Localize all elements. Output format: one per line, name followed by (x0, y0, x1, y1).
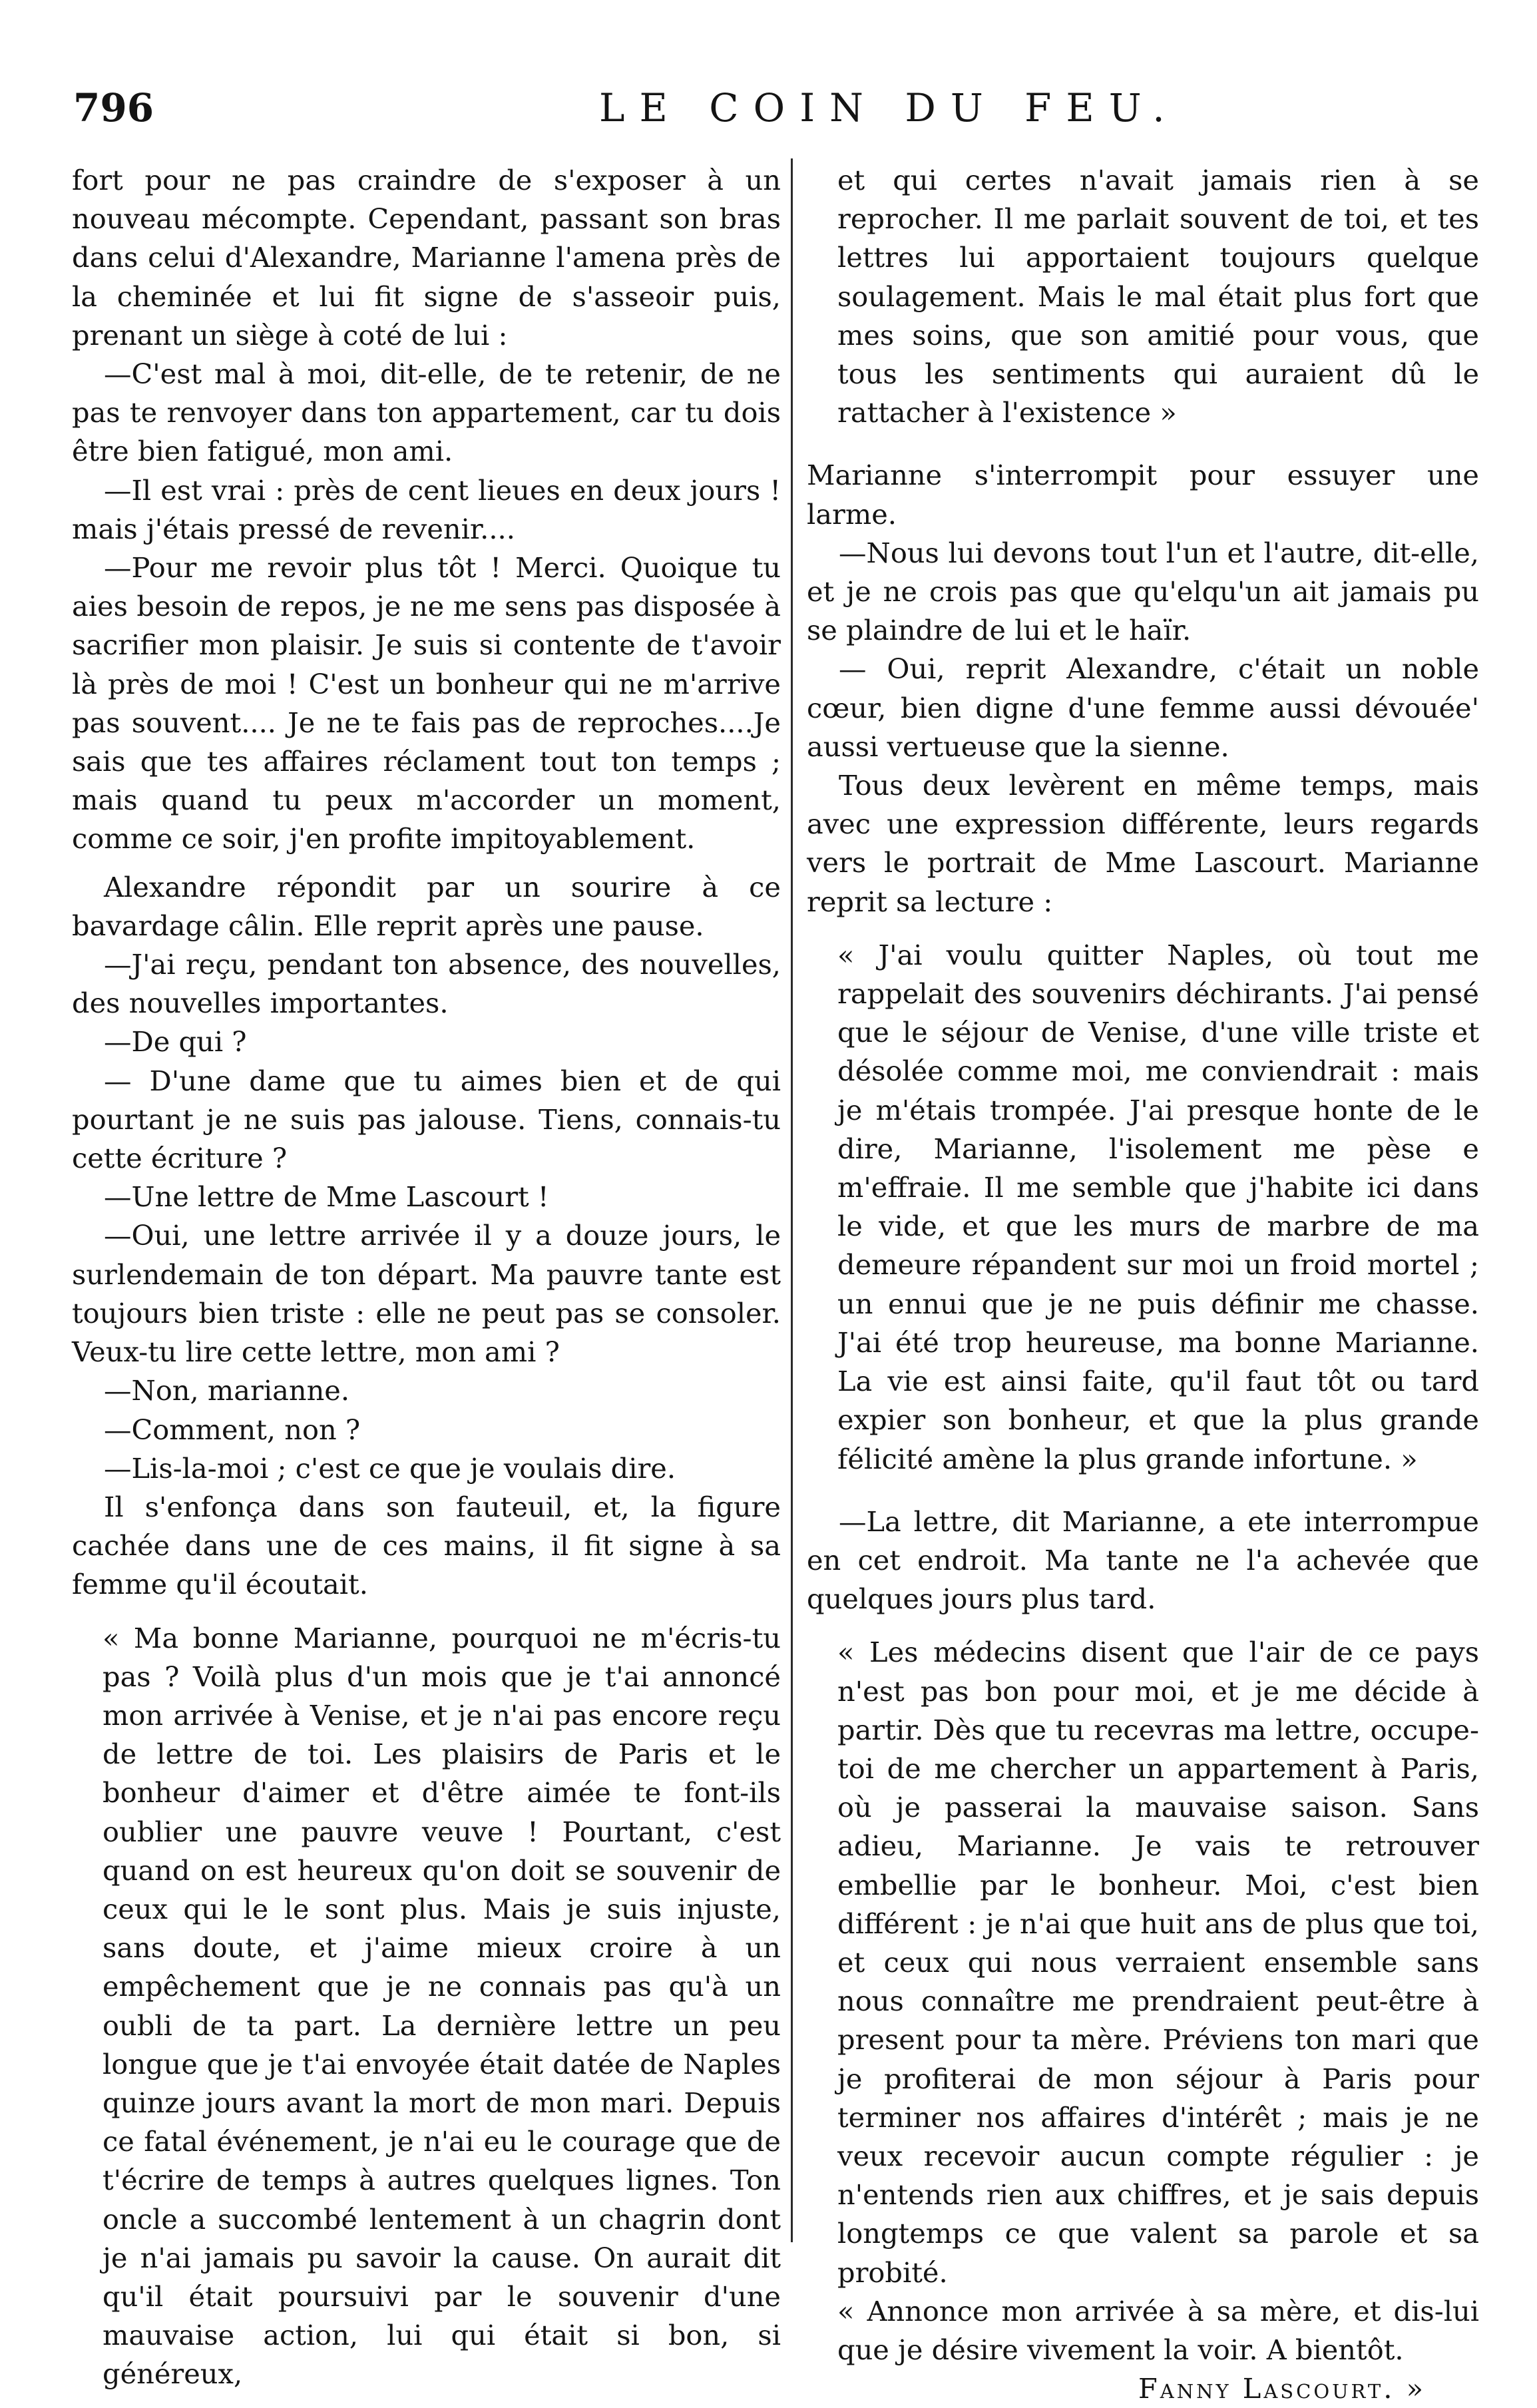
paragraph: —Nous lui devons tout l'un et l'autre, dit-elle, et je ne crois pas que qu'elqu'un ait jamais pu se plaindre de lui et le haïr. (807, 536, 1479, 647)
paragraph: —Pour me revoir plus tôt ! Merci. Quoique tu aies besoin de repos, je ne me sens pas disposée à sacrifier mon plaisir. Je suis si contente de t'avoir là près de moi ! C'est un bonheur qui ne m'arrive pas souvent.... Je ne te fais pas de reproches....Je sais que tes affaires réclament tout ton temps ; mais quand tu peux m'accorder un moment, comme ce soir, j'en profite impitoyablement. (72, 551, 781, 855)
paragraph: —La lettre, dit Marianne, a ete interrompue en cet endroit. Ma tante ne l'a achevée que quelques jours plus tard. (807, 1505, 1479, 1616)
running-title: LE COIN DU FEU. (599, 85, 1180, 130)
letter-paragraph: « Annonce mon arrivée à sa mère, et dis-lui que je désire vivement la voir. A bientôt. (837, 2294, 1479, 2366)
paragraph: Il s'enfonça dans son fauteuil, et, la figure cachée dans une de ces mains, il fit signe à sa femme qu'il écoutait. (72, 1490, 781, 1601)
paragraph: —J'ai reçu, pendant ton absence, des nouvelles, des nouvelles importantes. (72, 948, 781, 1020)
paragraph: —Non, marianne. (104, 1374, 350, 1407)
paragraph: — D'une dame que tu aimes bien et de qui pourtant je ne suis pas jalouse. Tiens, connais-tu cette écriture ? (72, 1064, 781, 1175)
paragraph: —Lis-la-moi ; c'est ce que je voulais dire. (104, 1451, 676, 1485)
paragraph: Tous deux levèrent en même temps, mais avec une expression différente, leurs regards vers le portrait de Mme Lascourt. Marianne reprit sa lecture : (807, 769, 1479, 918)
paragraph: —C'est mal à moi, dit-elle, de te retenir, de ne pas te renvoyer dans ton appartement, car tu dois être bien fatigué, mon ami. (72, 358, 781, 468)
paragraph: Alexandre répondit par un sourire à ce bavardage câlin. Elle reprit après une pause. (72, 870, 781, 942)
paragraph: — Oui, reprit Alexandre, c'était un noble cœur, bien digne d'une femme aussi dévouée' aussi vertueuse que la sienne. (807, 652, 1479, 763)
letter-paragraph: « J'ai voulu quitter Naples, où tout me rappelait des souvenirs déchirants. J'ai pensé que le séjour de Venise, d'une ville triste et désolée comme moi, me conviendrait : mais je m'étais trompée. J'ai presque honte de le dire, Marianne, l'isolement me pèse e m'effraie. Il me semble que j'habite ici dans le vide, et que les murs de marbre de ma demeure répandent sur moi un froid mortel ; un ennui que je ne puis définir me chasse. J'ai été trop heureuse, ma bonne Marianne. La vie est ainsi faite, qu'il faut tôt ou tard expier son bonheur, et que la plus grande félicité amène la plus grande infortune. » (837, 938, 1479, 1475)
paragraph: fort pour ne pas craindre de s'exposer à un nouveau mécompte. Cependant, passant son bras dans celui d'Alexandre, Marianne l'amena près de la cheminée et lui fit signe de s'asseoir puis, prenant un siège à coté de lui : (72, 164, 781, 352)
signature: Fanny Lascourt. » (1138, 2372, 1426, 2405)
page-header (73, 79, 1471, 132)
paragraph: —De qui ? (104, 1025, 247, 1059)
paragraph: —Une lettre de Mme Lascourt ! (104, 1180, 549, 1214)
paragraph: Marianne s'interrompit pour essuyer une larme. (807, 459, 1479, 531)
letter-paragraph: « Ma bonne Marianne, pourquoi ne m'écris-tu pas ? Voilà plus d'un mois que je t'ai annoncé mon arrivée à Venise, et je n'ai pas encore reçu de lettre de toi. Les plaisirs de Paris et le bonheur d'aimer et d'être aimée te font-ils oublier une pauvre veuve ! Pourtant, c'est quand on est heureux qu'on doit se souvenir de ceux qui le le sont plus. Mais je suis injuste, sans doute, et j'aime mieux croire à un empêchement que je ne connais pas qu'à un oubli de ta part. La dernière lettre un peu longue que je t'ai envoyée était datée de Naples quinze jours avant la mort de mon mari. Depuis ce fatal événement, je n'ai eu le courage que de t'écrire de temps à autres quelques lignes. Ton oncle a succombé lentement à un chagrin dont je n'ai jamais pu savoir la cause. On aurait dit qu'il était poursuivi par le souvenir d'une mauvaise action, lui qui était si bon, si généreux, (103, 1621, 781, 2391)
right-column (807, 161, 1479, 2408)
paragraph: —Il est vrai : près de cent lieues en deux jours ! mais j'étais pressé de revenir.... (72, 473, 781, 545)
left-column (72, 161, 781, 2394)
paragraph: —Oui, une lettre arrivée il y a douze jours, le surlendemain de ton départ. Ma pauvre tante est toujours bien triste : elle ne peut pas se consoler. Veux-tu lire cette lettre, mon ami ? (72, 1219, 781, 1369)
paragraph: —Comment, non ? (104, 1413, 361, 1446)
column-divider (791, 158, 793, 2242)
letter-paragraph: « Les médecins disent que l'air de ce pays n'est pas bon pour moi, et je me décide à partir. Dès que tu recevras ma lettre, occupe-toi de me chercher un appartement à Paris, où je passerai la mauvaise saison. Sans adieu, Marianne. Je vais te retrouver embellie par le bonheur. Moi, c'est bien différent : je n'ai que huit ans de plus que toi, et ceux qui nous verraient ensemble sans nous connaître me prendraient peut-être à present pour ta mère. Préviens ton mari que je profiterai de mon séjour à Paris pour terminer nos affaires d'intérêt ; mais je ne veux recevoir aucun compte régulier : je n'entends rien aux chiffres, et je sais depuis longtemps ce que valent sa parole et sa probité. (837, 1636, 1479, 2289)
page-number: 796 (73, 85, 154, 130)
letter-paragraph: et qui certes n'avait jamais rien à se reprocher. Il me parlait souvent de toi, et tes lettres lui apportaient toujours quelque soulagement. Mais le mal était plus fort que mes soins, que son amitié pour vous, que tous les sentiments qui auraient dû le rattacher à l'existence » (837, 164, 1479, 429)
